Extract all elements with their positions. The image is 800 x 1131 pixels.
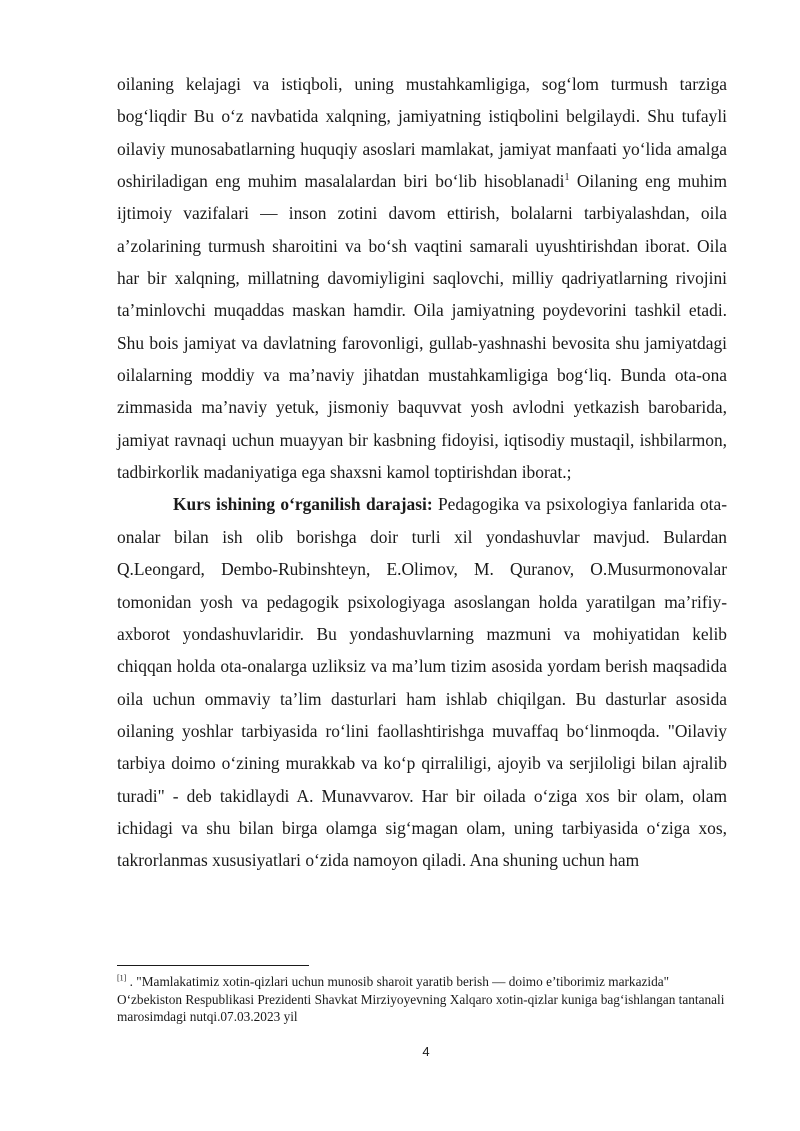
page-number: 4 — [422, 1044, 430, 1059]
paragraph-1-text: oilaning kelajagi va istiqboli, uning mustahkamligiga, sog‘lom turmush tarziga bog‘liqdir Bu o‘z navbatida xalqning, jamiyatning istiqbolini belgilaydi. Shu tufayli oilaviy munosabatlarning huquqiy asoslari mamlakat, jamiyat manfaati yo‘lida amalga oshiriladigan eng muhim masalalardan biri bo‘lib hisoblanadi — [117, 74, 727, 192]
footnote-separator — [117, 965, 309, 966]
paragraph-1-continuation: Oilaning eng muhim ijtimoiy vazifalari — inson zotini davom ettirish, bolalarni tarbiyalashdan, oila a’zolarining turmush sharoitini va bo‘sh vaqtini samarali uyushtirishdan iborat. Oila har bir xalqning, millatning davomiyligini saqlovchi, milliy qadriyatlarning rivojini ta’minlovchi muqaddas maskan hamdir. Oila jamiyatning poydevorini tashkil etadi. Shu bois jamiyat va davlatning farovonligi, gullab-yashnashi bevosita shu jamiyatdagi oilalarning moddiy va ma’naviy jihatdan mustahkamligiga bog‘liq. Bunda ota-ona zimmasida ma’naviy yetuk, jismoniy baquvvat yosh avlodni yetkazish barobarida, jamiyat ravnaqi uchun muayyan bir kasbning fidoyisi, iqtisodiy mustaqil, ishbilarmon, tadbirkorlik madaniyatiga ega shaxsni kamol toptirishdan iborat.; — [117, 171, 728, 483]
section-heading: Kurs ishining o‘rganilish darajasi: — [173, 494, 433, 515]
footnote-marker: [1] — [117, 973, 127, 983]
paragraph-2 — [117, 488, 727, 876]
paragraph-2-text: Pedagogika va psixologiya fanlarida ota-onalar bilan ish olib borishga doir turli xil yondashuvlar mavjud. Bulardan Q.Leongard, Dembo-Rubinshteyn, E.Olimov, M. Quranov, O.Musurmonovalar tomonidan yosh va pedagogik psixologiyaga asoslangan holda yaratilgan ma’rifiy-axborot yondashuvlaridir. Bu yondashuvlarning mazmuni va mohiyatidan kelib chiqqan holda ota-onalarga uzliksiz va ma’lum tizim asosida yordam berish maqsadida oila uchun ommaviy ta’lim dasturlari ham ishlab chiqilgan. Bu dasturlar asosida oilaning yoshlar tarbiyasida ro‘lini faollashtirishga muvaffaq bo‘linmoqda. "Oilaviy tarbiya doimo o‘zining murakkab va ko‘p qirraliligi, ajoyib va serjiloligi bilan ajralib turadi" - deb takidlaydi A. Munavvarov. Har bir oilada o‘ziga xos bir olam, olam ichidagi va shu bilan birga olamga sig‘magan olam, uning tarbiyasida o‘ziga xos, takrorlanmas xususiyatlari o‘zida namoyon qiladi. Ana shuning uchun ham — [117, 494, 727, 871]
body-text — [117, 68, 727, 877]
footnote — [117, 973, 729, 1026]
footnote-reference[interactable]: 1 — [564, 172, 570, 184]
paragraph-1 — [117, 68, 727, 488]
footnote-text: . "Mamlakatimiz xotin-qizlari uchun munosib sharoit yaratib berish — doimo e’tiborimiz markazida" O‘zbekiston Respublikasi Prezidenti Shavkat Mirziyoyevning Xalqaro xotin-qizlar kuniga bag‘ishlangan tantanali marosimdagi nutqi.07.03.2023 yil — [117, 974, 725, 1025]
